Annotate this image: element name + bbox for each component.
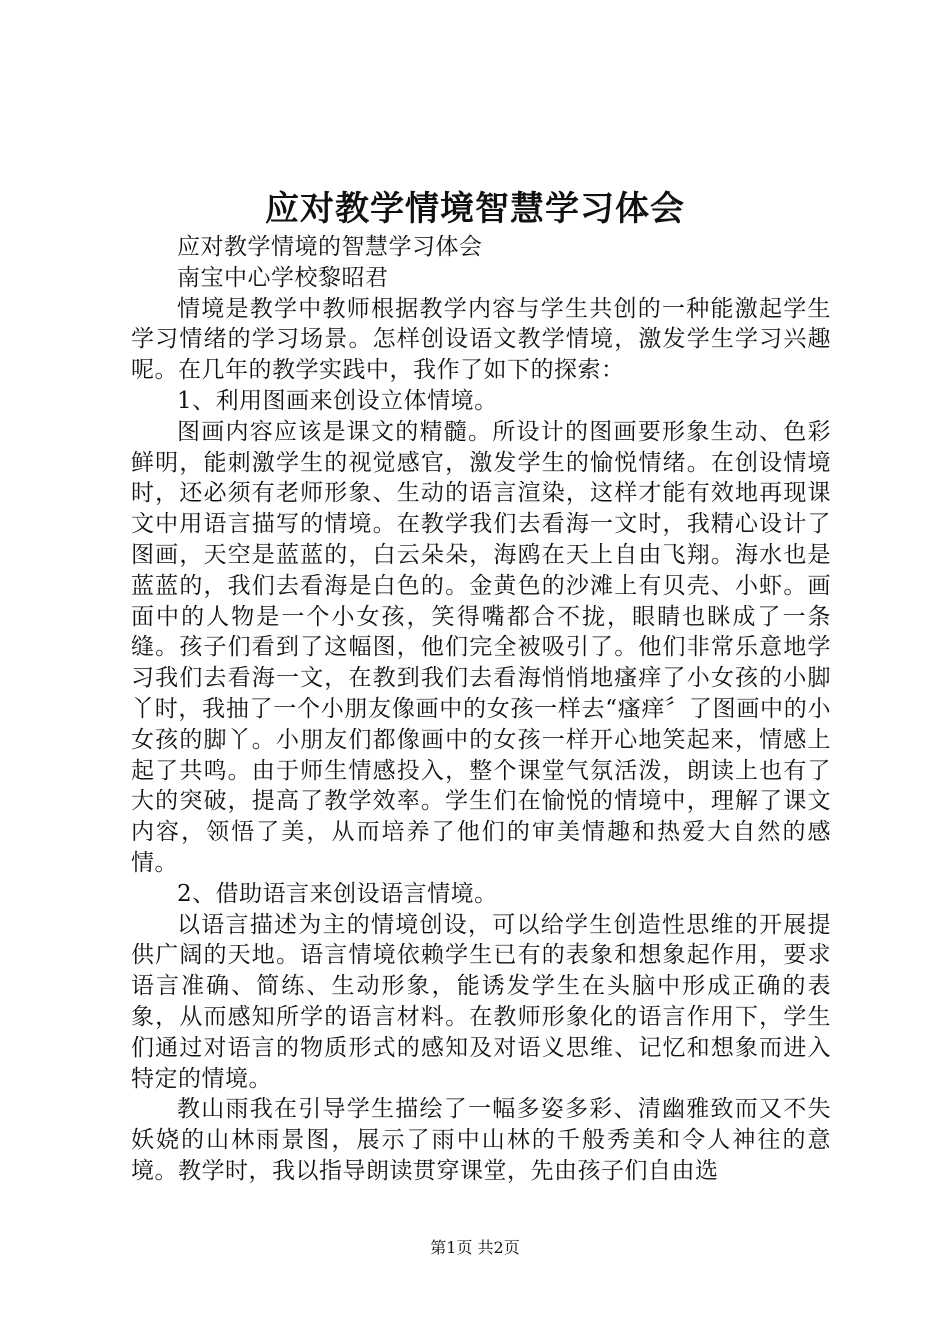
document-body [131, 232, 831, 1187]
body-paragraph: 图画内容应该是课文的精髓。所设计的图画要形象生动、色彩鲜明，能刺激学生的视觉感官，激发学生的愉悦情绪。在创设情境时，还必须有老师形象、生动的语言渲染，这样才能有效地再现课文中用语言描写的情境。在教学我们去看海一文时，我精心设计了图画，天空是蓝蓝的，白云朵朵，海鸥在天上自由飞翔。海水也是蓝蓝的，我们去看海是白色的。金黄色的沙滩上有贝壳、小虾。画面中的人物是一个小女孩，笑得嘴都合不拢，眼睛也眯成了一条缝。孩子们看到了这幅图，他们完全被吸引了。他们非常乐意地学习我们去看海一文，在教到我们去看海悄悄地瘙痒了小女孩的小脚丫时，我抽了一个小朋友像画中的女孩一样去“瘙痒〞了图画中的小女孩的脚丫。小朋友们都像画中的女孩一样开心地笑起来，情感上起了共鸣。由于师生情感投入，整个课堂气氛活泼，朗读上也有了大的突破，提高了教学效率。学生们在愉悦的情境中，理解了课文内容，领悟了美，从而培养了他们的审美情趣和热爱大自然的感情。 [131, 418, 831, 876]
document-title: 应对教学情境智慧学习体会 [265, 189, 685, 229]
page-footer: 第1页 共2页 [430, 1238, 520, 1257]
subtitle-paragraph: 应对教学情境的智慧学习体会 [177, 234, 483, 260]
section-heading: 1、利用图画来创设立体情境。 [177, 387, 498, 414]
body-paragraph: 情境是教学中教师根据教学内容与学生共创的一种能激起学生学习情绪的学习场景。怎样创设语文教学情境，激发学生学习兴趣呢。在几年的教学实践中，我作了如下的探索： [131, 295, 831, 384]
body-paragraph: 教山雨我在引导学生描绘了一幅多姿多彩、清幽雅致而又不失妖娆的山林雨景图，展示了雨中山林的千般秀美和令人神往的意境。教学时，我以指导朗读贯穿课堂，先由孩子们自由选 [131, 1096, 831, 1184]
author-paragraph: 南宝中心学校黎昭君 [177, 264, 389, 291]
body-paragraph: 以语言描述为主的情境创设，可以给学生创造性思维的开展提供广阔的天地。语言情境依赖学生已有的表象和想象起作用，要求语言准确、简练、生动形象，能诱发学生在头脑中形成正确的表象，从而感知所学的语言材料。在教师形象化的语言作用下，学生们通过对语言的物质形式的感知及对语义思维、记忆和想象而进入特定的情境。 [131, 911, 831, 1092]
section-heading: 2、借助语言来创设语言情境。 [177, 880, 498, 907]
